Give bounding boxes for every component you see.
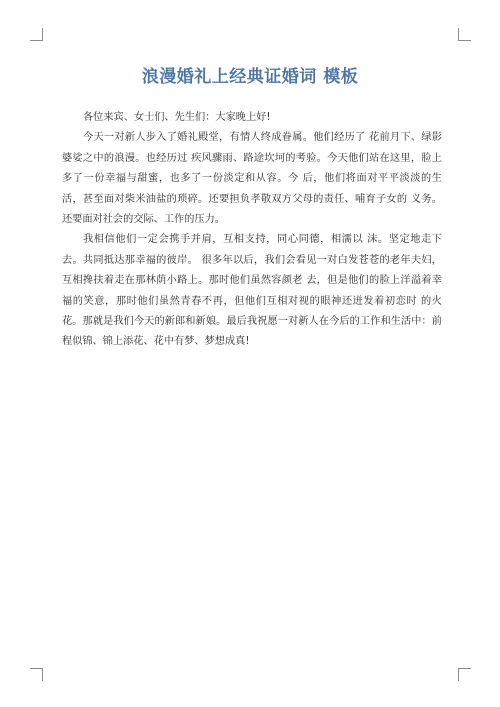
- document-body: [62, 108, 442, 353]
- crop-mark-top-right: [458, 28, 471, 41]
- body-paragraph-2: 我相信他们一定会携手并肩，互相支持，同心同德，相濡以 沫。坚定地走下去。共同抵达那幸福的彼岸。 很多年以后，我们会看见一对白发苍苍的老年夫妇，互相搀扶着走在那林荫小路上。那时他们虽然容颜老 去，但是他们的脸上洋溢着幸福的笑意，那时他们虽然青春不再，但他们互相对视的眼神还迸发着初恋时 的火花。那就是我们今天的新郎和新娘。最后我祝愿一对新人在今后的工作和生活中：前程似锦、锦上添花、花中有梦、梦想成真!: [62, 234, 442, 348]
- document-title: 浪漫婚礼上经典证婚词 模板: [141, 67, 359, 87]
- crop-mark-bottom-left: [30, 668, 43, 681]
- body-paragraph-1: 今天一对新人步入了婚礼殿堂，有情人终成眷属。他们经历了 花前月下、绿影婆娑之中的浪漫。也经历过 疾风骤雨、路途坎坷的考验。今天他们站在这里，脸上多了一份幸福与甜蜜，也多了一份淡定和从容。今 后，他们将面对平平淡淡的生活，甚至面对柴米油盐的琐碎。还要担负孝敬双方父母的责任、哺育子女的 义务。还要面对社会的交际、工作的压力。: [62, 132, 442, 226]
- crop-mark-top-left: [30, 28, 43, 41]
- greeting-paragraph: 各位来宾、女士们、先生们：大家晚上好!: [83, 112, 271, 123]
- crop-mark-bottom-right: [458, 668, 471, 681]
